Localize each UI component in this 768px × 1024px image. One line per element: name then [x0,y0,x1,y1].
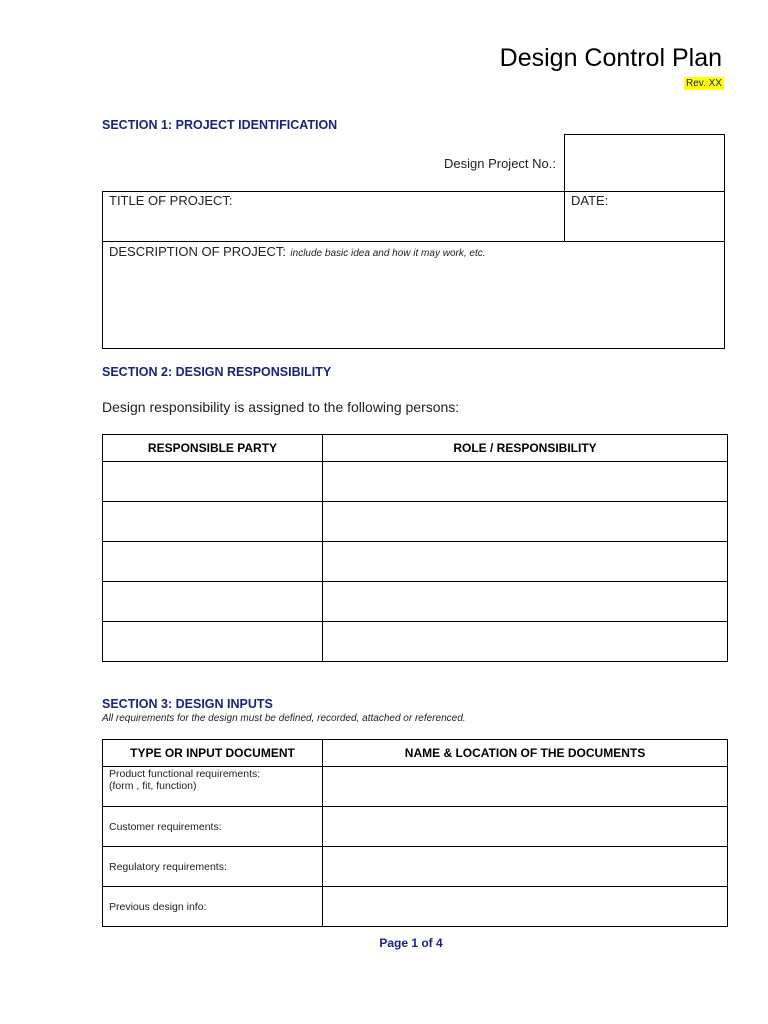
date-label: DATE: [571,193,609,208]
column-header-input-type: TYPE OR INPUT DOCUMENT [103,740,323,767]
responsible-party-cell[interactable] [103,622,323,662]
column-header-document-location: NAME & LOCATION OF THE DOCUMENTS [323,740,728,767]
role-cell[interactable] [323,622,728,662]
design-inputs-table [102,739,728,927]
responsibility-table [102,434,728,662]
date-field[interactable] [564,191,725,242]
page-number: Page 1 of 4 [379,936,443,950]
design-inputs-table-header [103,740,728,767]
responsible-party-cell[interactable] [103,582,323,622]
project-no-field[interactable] [564,134,725,192]
table-row [103,462,728,502]
table-row [103,582,728,622]
document-title: Design Control Plan [499,44,722,72]
project-description-hint: include basic idea and how it may work, etc. [290,248,486,259]
table-row [103,767,728,807]
section-3-heading: SECTION 3: DESIGN INPUTS [102,697,273,711]
role-cell[interactable] [323,502,728,542]
input-type-cell [103,767,323,807]
input-type-label: Regulatory requirements: [109,860,227,873]
project-title-label: TITLE OF PROJECT: [109,193,233,208]
project-no-label: Design Project No.: [444,156,556,171]
table-row [103,542,728,582]
document-location-cell[interactable] [323,807,728,847]
input-type-label: Customer requirements: [109,820,222,833]
project-description-label: DESCRIPTION OF PROJECT: [109,244,286,259]
input-type-cell [103,887,323,927]
table-row [103,622,728,662]
column-header-responsible-party: RESPONSIBLE PARTY [103,435,323,462]
role-cell[interactable] [323,462,728,502]
table-row [103,502,728,542]
responsible-party-cell[interactable] [103,542,323,582]
section-3-subtitle: All requirements for the design must be defined, recorded, attached or referenced. [102,713,466,724]
input-type-label: Previous design info: [109,900,207,913]
input-type-label: Product functional requirements: [109,768,261,780]
document-location-cell[interactable] [323,887,728,927]
project-description-field[interactable] [102,241,725,349]
section-2-heading: SECTION 2: DESIGN RESPONSIBILITY [102,365,332,379]
table-row [103,807,728,847]
responsibility-table-header [103,435,728,462]
document-location-cell[interactable] [323,767,728,807]
project-title-field[interactable] [102,191,565,242]
section-2-intro: Design responsibility is assigned to the following persons: [102,399,460,415]
role-cell[interactable] [323,542,728,582]
project-description-caption [109,243,486,261]
document-location-cell[interactable] [323,847,728,887]
input-type-cell [103,847,323,887]
input-type-sublabel: (form , fit, function) [109,780,197,792]
input-type-cell [103,807,323,847]
revision-badge: Rev. XX [686,78,722,89]
table-row [103,847,728,887]
role-cell[interactable] [323,582,728,622]
column-header-role: ROLE / RESPONSIBILITY [323,435,728,462]
section-1-heading: SECTION 1: PROJECT IDENTIFICATION [102,118,338,132]
table-row [103,887,728,927]
responsible-party-cell[interactable] [103,462,323,502]
responsible-party-cell[interactable] [103,502,323,542]
